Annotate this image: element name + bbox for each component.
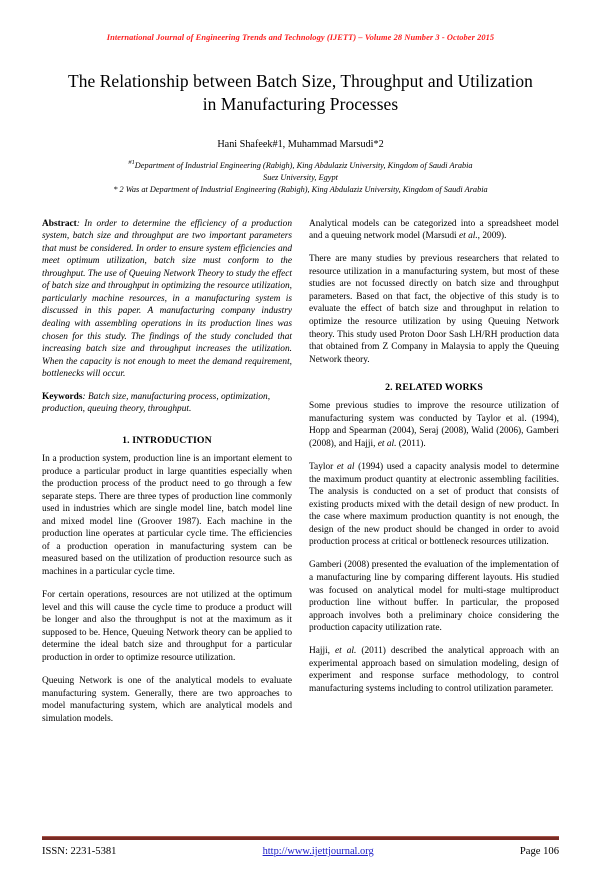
abstract-paragraph: [42, 218, 292, 381]
related-intro-paragraph: [309, 218, 559, 243]
rc-p3-part-a: Some previous studies to improve the resource utilization of manufacturing system was conducted by Taylor et al. (1994), Hopp and Spearman (2004), Seraj (2008), Walid (2006), Gamberi (2008), and Hajji,: [309, 401, 559, 449]
keywords-paragraph: [42, 391, 292, 416]
affiliation-text-1: Department of Industrial Engineering (Rabigh), King Abdulaziz University, Kingdom of Saudi Arabia: [134, 161, 473, 171]
running-head: International Journal of Engineering Trends and Technology (IJETT) – Volume 28 Number 3 - October 2015: [106, 33, 495, 42]
rc-p6-part-a: Hajji,: [309, 646, 336, 657]
rc-p1-citation-etal: et al.: [458, 231, 478, 242]
rc-p4-part-a: Taylor: [309, 461, 337, 472]
footer-page-number: Page 106: [519, 846, 559, 857]
keywords-text: : Batch size, manufacturing process, optimization, production, queuing theory, throughput.: [42, 391, 271, 415]
intro-paragraph-1: In a production system, production line is an important element to produce a particular product in large quantities especially when the production process of the product need to go through a few separate steps. There are three types of production line commonly used in industries which are single model line, batch model line and mixed model line (Groover 1987). Each machine in the production line operates at particular cycle time. The efficiencies of a production operation in manufacturing system can be measured based on the utilization of production resource such as machines in a particular cycle time.: [42, 453, 292, 578]
document-page: [0, 33, 601, 883]
affiliation-line-2: Suez University, Egypt: [263, 172, 338, 182]
rc-p4-citation-etal: et al: [336, 461, 355, 472]
footer-journal-link[interactable]: http://www.ijettjournal.org: [262, 846, 374, 857]
right-column: [309, 218, 559, 736]
rc-p6-citation-etal: et al.: [335, 646, 357, 657]
intro-paragraph-3: Queuing Network is one of the analytical models to evaluate manufacturing system. Generally, there are two approaches to model manufacturing system, which are analytical models and simulation models.: [42, 675, 292, 724]
section-heading-related-works: 2. RELATED WORKS: [385, 382, 483, 394]
objective-paragraph: There are many studies by previous researchers that related to resource utilization in a manufacturing system, but most of these studies are not focussed directly on batch size and throughput parameters. Based on that fact, the objective of this study is to evaluate the effect of batch size and throughput in relation to optimize the resource utilization by using Queuing Network theory. This study used Proton Door Sash LH/RH production data that obtained from Z Company in Malaysia to apply the Queuing Network theory.: [309, 254, 559, 365]
affiliation-line-1: [48, 158, 553, 172]
footer-issn: ISSN: 2231-5381: [42, 846, 117, 857]
affiliation-line-3: * 2 Was at Department of Industrial Engineering (Rabigh), King Abdulaziz University, Kingdom of Saudi Arabia: [113, 184, 488, 194]
abstract-text: : In order to determine the efficiency of a production system, batch size and throughput are two important parameters that must be considered. In order to ensure system efficiencies and meet optimum utilization, batch size must conform to the throughput. The use of Queuing Network Theory to study the effect of batch size and throughput in optimizing the resource utilization, particularly machine resources, in a manufacturing system is discussed in this paper. A manufacturing company industry dealing with assembling operations in its production lines was chosen for this study. The findings of the study concluded that increasing batch size and throughput increases the utilization. When the capacity is not enough to meet the demand requirement, bottlenecks will occur.: [42, 218, 292, 380]
rc-p1-part-b: , 2009).: [477, 231, 507, 242]
related-works-paragraph-gamberi: Gamberi (2008) presented the evaluation of the implementation of a manufacturing line by comparing different layouts. His studied was focused on analytical model for multi-stage multiproduct production line without buffer. In particular, the proposed approach involves both a preliminary choice considering the production capacity utilization rate.: [309, 560, 559, 634]
rc-p1-part-a: Analytical models can be categorized into a spreadsheet model and a queuing network model (Marsudi: [309, 218, 559, 242]
affiliation-block: [42, 158, 559, 195]
section-heading-introduction: 1. INTRODUCTION: [122, 434, 212, 446]
related-works-paragraph-taylor: [309, 461, 559, 549]
footer-row: [42, 846, 559, 857]
page-title: The Relationship between Batch Size, Throughput and Utilization in Manufacturing Processes: [68, 71, 533, 115]
rc-p3-citation-etal: et al.: [377, 438, 397, 449]
abstract-label: Abstract: [42, 218, 77, 229]
related-works-paragraph-hajji: [309, 645, 559, 695]
rc-p4-part-b: (1994) used a capacity analysis model to determine the maximum product quantity at electronic assembling facilities. The analysis is conducted on a set of product that consists of existing products mixed with the detail design of new product. In the case where maximum production quantity is not enough, the design of the new product should be changed in order to avoid production process at critical or bottleneck resources utilization.: [309, 461, 559, 548]
rc-p3-part-b: (2011).: [396, 438, 426, 449]
page-footer: [42, 836, 559, 857]
affiliation-superscript-1: #1: [128, 159, 135, 167]
footer-divider: [42, 836, 559, 840]
intro-paragraph-2: For certain operations, resources are not utilized at the optimum level and this will cause the cycle time to produce a product will be longer and also the throughput is not at the maximum as it supposed to be. Hence, Queuing Network theory can be applied to determine the ideal batch size and throughput for a particular production in order to optimize resource utilization.: [42, 590, 292, 663]
two-column-body: [42, 218, 559, 736]
left-column: [42, 218, 292, 736]
rc-p6-part-b: (2011) described the analytical approach with an experimental approach based on simulation modeling, design of experiment and response surface methodology, to control manufacturing systems including to control utilization parameter.: [309, 646, 560, 694]
related-works-paragraph-1: [309, 400, 559, 450]
keywords-label: Keywords: [42, 391, 83, 402]
author-list: Hani Shafeek#1, Muhammad Marsudi*2: [217, 139, 384, 151]
